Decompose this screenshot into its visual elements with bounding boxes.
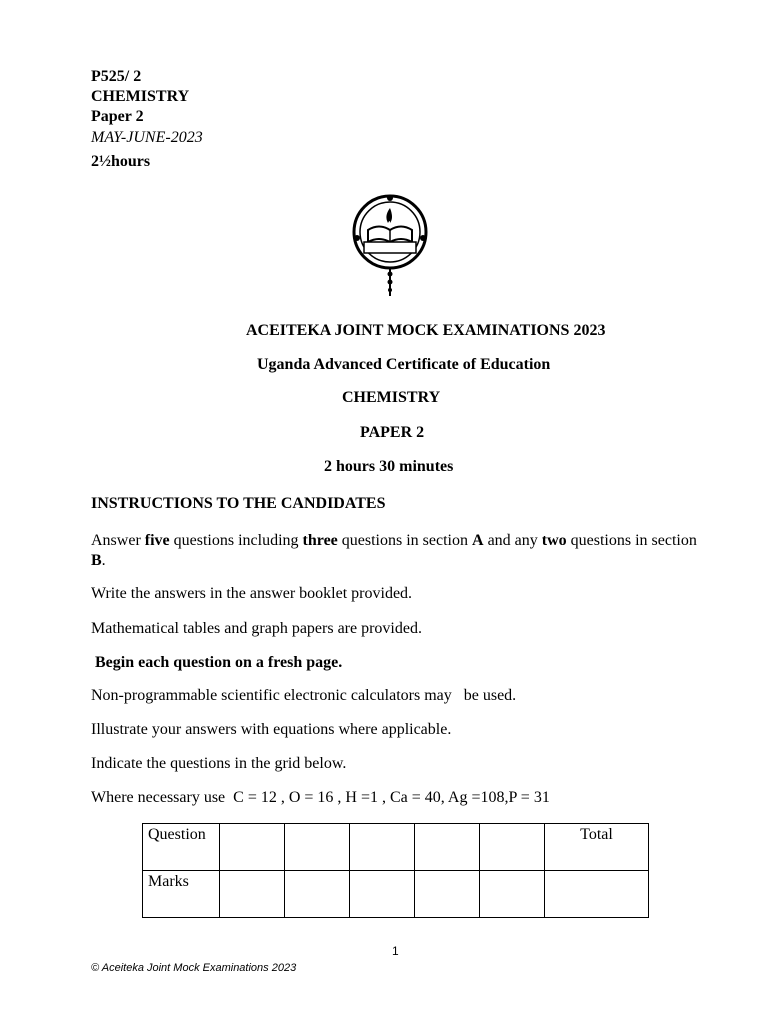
duration-header: 2½hours [91,153,151,170]
footer-copyright: © Aceiteka Joint Mock Examinations 2023 [91,962,297,974]
total-marks-cell[interactable] [545,871,649,918]
instruction-atomic-masses: Where necessary use C = 12 , O = 16 , H =1 , Ca = 40, Ag =108,P = 31 [91,789,550,806]
marks-label-cell: Marks [143,871,220,918]
instruction-tables: Mathematical tables and graph papers are provided. [91,620,422,637]
total-label-cell: Total [545,824,649,871]
instruction-grid: Indicate the questions in the grid below. [91,755,347,772]
certificate-title: Uganda Advanced Certificate of Education [257,356,551,373]
subject-title: CHEMISTRY [342,389,441,406]
table-row [143,824,649,871]
paper-code: P525/ 2 [91,68,142,85]
instruction-fresh-page: Begin each question on a fresh page. [95,654,343,671]
instructions-heading: INSTRUCTIONS TO THE CANDIDATES [91,495,386,512]
question-cell[interactable] [350,824,415,871]
marks-cell[interactable] [220,871,285,918]
marks-cell[interactable] [415,871,480,918]
instruction-answer-five: Answer five questions including three questions in section A and any two questions in section B. [91,532,697,569]
question-cell[interactable] [220,824,285,871]
paper-title: PAPER 2 [360,424,425,441]
paper-header: Paper 2 [91,108,144,125]
question-cell[interactable] [285,824,350,871]
question-label-cell: Question [143,824,220,871]
question-cell[interactable] [415,824,480,871]
question-marks-grid [142,823,649,918]
table-row [143,871,649,918]
aceiteka-seal-logo [348,190,432,298]
exam-title: ACEITEKA JOINT MOCK EXAMINATIONS 2023 [246,322,606,339]
time-title: 2 hours 30 minutes [324,458,454,475]
instruction-equations: Illustrate your answers with equations where applicable. [91,721,452,738]
school-crest-logo-icon [348,190,432,298]
marks-cell[interactable] [350,871,415,918]
instruction-answer-booklet: Write the answers in the answer booklet provided. [91,585,413,602]
page-number: 1 [392,944,399,958]
session-header: MAY-JUNE-2023 [91,129,203,146]
instruction-calculators: Non-programmable scientific electronic calculators may be used. [91,687,517,704]
question-cell[interactable] [480,824,545,871]
subject-header: CHEMISTRY [91,88,190,105]
marks-cell[interactable] [285,871,350,918]
marks-cell[interactable] [480,871,545,918]
